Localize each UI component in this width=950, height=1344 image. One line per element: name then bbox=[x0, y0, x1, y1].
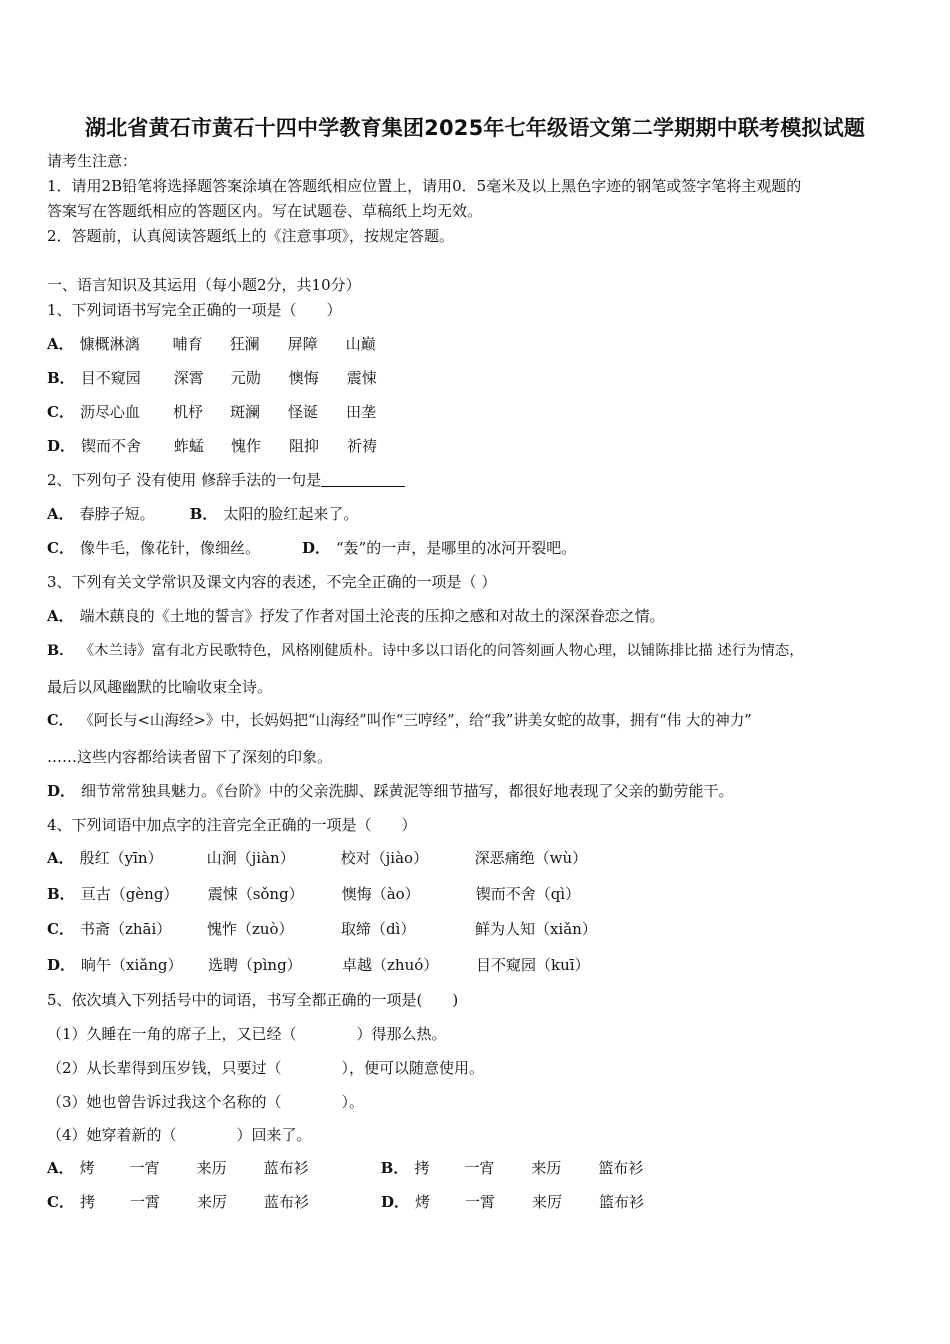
option-word: 蓝布衫 bbox=[263, 1159, 309, 1177]
q1-option-b bbox=[47, 367, 377, 389]
question-1-stem: 1、下列词语书写完全正确的一项是（ ） bbox=[47, 301, 342, 319]
option-item: 震悚（sǒng） bbox=[207, 885, 304, 903]
option-word: 沥尽心血 bbox=[79, 403, 140, 421]
option-letter: A． bbox=[47, 505, 74, 523]
option-word: 篮布衫 bbox=[598, 1159, 644, 1177]
option-letter: D． bbox=[47, 437, 76, 455]
option-item: 目不窥园（kuī） bbox=[476, 956, 590, 974]
option-word: 目不窥园 bbox=[80, 369, 141, 387]
option-letter: B． bbox=[380, 1159, 409, 1177]
question-text: 2、下列句子 没有使用 修辞手法的一句是 bbox=[47, 471, 322, 489]
option-letter: A． bbox=[47, 607, 74, 625]
option-letter: D． bbox=[47, 782, 76, 800]
q1-option-d bbox=[47, 435, 377, 457]
option-word: 拷 bbox=[79, 1193, 95, 1211]
option-word: 来历 bbox=[196, 1159, 227, 1177]
option-word: 烤 bbox=[414, 1193, 430, 1211]
notice-item: 1．请用2B铅笔将选择题答案涂填在答题纸相应位置上，请用0．5毫米及以上黑色字迹的钢笔或签字笔将主观题的 bbox=[47, 177, 802, 195]
option-word: 愧作 bbox=[231, 437, 262, 455]
option-word: 震悚 bbox=[346, 369, 377, 387]
option-letter: B． bbox=[47, 642, 74, 659]
q3-option-d bbox=[47, 780, 734, 802]
option-word: 慷概淋漓 bbox=[79, 335, 140, 353]
option-letter: A． bbox=[47, 1159, 74, 1177]
option-item: 选聘（pìng） bbox=[208, 956, 302, 974]
option-word: 拷 bbox=[414, 1159, 430, 1177]
option-word: 来厉 bbox=[531, 1193, 562, 1211]
option-letter: C． bbox=[47, 920, 74, 938]
option-letter: C． bbox=[47, 712, 74, 729]
option-word: 懊悔 bbox=[288, 369, 319, 387]
option-letter: C． bbox=[47, 1193, 74, 1211]
question-5-stem: 5、依次填入下列括号中的词语，书写全都正确的一项是( ) bbox=[47, 991, 459, 1009]
option-word: 一霄 bbox=[464, 1193, 495, 1211]
option-word: 烤 bbox=[79, 1159, 95, 1177]
q1-option-a bbox=[47, 333, 376, 355]
q4-option-d bbox=[47, 954, 590, 976]
option-letter: C． bbox=[47, 539, 74, 557]
q2-options-cd bbox=[47, 537, 576, 559]
q4-option-b bbox=[47, 883, 580, 905]
question-4-stem: 4、下列词语中加点字的注音完全正确的一项是（ ） bbox=[47, 816, 417, 834]
option-word: 山巅 bbox=[345, 335, 376, 353]
option-word: 来历 bbox=[531, 1159, 562, 1177]
q5-sentence: （1）久睡在一角的席子上，又已经（ ）得那么热。 bbox=[47, 1025, 447, 1043]
option-text: 春脖子短。 bbox=[79, 505, 155, 523]
answer-blank bbox=[321, 472, 405, 487]
option-word: 机杼 bbox=[172, 403, 203, 421]
notice-heading: 请考生注意： bbox=[47, 152, 138, 170]
q5-sentence: （2）从长辈得到压岁钱，只要过（ ），便可以随意使用。 bbox=[47, 1059, 485, 1077]
option-item: 懊悔（ào） bbox=[341, 885, 420, 903]
option-letter: C． bbox=[47, 403, 74, 421]
page-title: 湖北省黄石市黄石十四中学教育集团2025年七年级语文第二学期期中联考模拟试题 bbox=[84, 116, 866, 140]
option-word: 阻抑 bbox=[289, 437, 320, 455]
option-word: 元勋 bbox=[230, 369, 261, 387]
section-heading: 一、语言知识及其运用（每小题2分，共10分） bbox=[47, 276, 361, 294]
option-item: 殷红（yīn） bbox=[79, 849, 163, 867]
option-letter: D． bbox=[301, 539, 330, 557]
option-item: 鲜为人知（xiǎn） bbox=[474, 920, 597, 938]
option-word: 来厉 bbox=[196, 1193, 227, 1211]
q3-option-b bbox=[47, 640, 804, 662]
q5-sentence: （4）她穿着新的（ ）回来了。 bbox=[47, 1126, 312, 1144]
option-item: 卓越（zhuó） bbox=[342, 956, 439, 974]
option-word: 一宵 bbox=[464, 1159, 495, 1177]
option-letter: A． bbox=[47, 849, 74, 867]
option-letter: D． bbox=[380, 1193, 409, 1211]
q5-options-cd bbox=[47, 1191, 644, 1213]
option-letter: B． bbox=[47, 885, 75, 903]
option-word: 锲而不舍 bbox=[81, 437, 142, 455]
option-item: 书斋（zhāi） bbox=[79, 920, 172, 938]
q3-option-c-cont: ……这些内容都给读者留下了深刻的印象。 bbox=[47, 748, 333, 766]
option-letter: A． bbox=[47, 335, 74, 353]
q4-option-a bbox=[47, 847, 587, 869]
option-word: 祈祷 bbox=[347, 437, 378, 455]
question-3-stem: 3、下列有关文学常识及课文内容的表述，不完全正确的一项是（ ） bbox=[47, 573, 497, 591]
q5-options-ab bbox=[47, 1157, 643, 1179]
q1-option-c bbox=[47, 401, 376, 423]
q5-sentence: （3）她也曾告诉过我这个名称的（ ）。 bbox=[47, 1093, 365, 1111]
option-text: 《木兰诗》富有北方民歌特色，风格刚健质朴。诗中多以口语化的问答刻画人物心理，以铺陈排比描 述行为情态， bbox=[79, 643, 804, 659]
option-text: “轰”的一声，是哪里的冰河开裂吧。 bbox=[335, 539, 577, 557]
notice-item: 答案写在答题纸相应的答题区内。写在试题卷、草稿纸上均无效。 bbox=[47, 202, 483, 220]
option-word: 篮布衫 bbox=[598, 1193, 644, 1211]
option-text: 太阳的脸红起来了。 bbox=[223, 505, 359, 523]
option-word: 哺育 bbox=[172, 335, 203, 353]
option-word: 斑澜 bbox=[229, 403, 260, 421]
option-word: 一霄 bbox=[129, 1193, 160, 1211]
option-text: 《阿长与<山海经>》中，长妈妈把“山海经”叫作“三哼经”，给“我”讲美女蛇的故事，拥有“伟 大的神力” bbox=[79, 712, 752, 729]
option-word: 一宵 bbox=[129, 1159, 160, 1177]
option-text: 像牛毛，像花针，像细丝。 bbox=[79, 539, 260, 557]
option-item: 山涧（jiàn） bbox=[206, 849, 295, 867]
option-word: 蓝布衫 bbox=[263, 1193, 309, 1211]
option-text: 细节常常独具魅力。《台阶》中的父亲洗脚、踩黄泥等细节描写，都很好地表现了父亲的勤劳能干。 bbox=[81, 782, 734, 800]
option-word: 深霄 bbox=[173, 369, 204, 387]
option-item: 校对（jiào） bbox=[340, 849, 429, 867]
option-word: 田垄 bbox=[345, 403, 376, 421]
q3-option-b-cont: 最后以风趣幽默的比喻收束全诗。 bbox=[47, 678, 273, 696]
option-word: 狂澜 bbox=[229, 335, 260, 353]
option-item: 愧怍（zuò） bbox=[206, 920, 294, 938]
option-word: 怪诞 bbox=[287, 403, 318, 421]
option-word: 屏障 bbox=[287, 335, 318, 353]
option-letter: B． bbox=[47, 369, 75, 387]
option-item: 亘古（gèng） bbox=[80, 885, 179, 903]
question-2-stem bbox=[47, 469, 405, 491]
option-item: 晌午（xiǎng） bbox=[81, 956, 183, 974]
q2-options-ab bbox=[47, 503, 358, 525]
option-letter: D． bbox=[47, 956, 76, 974]
option-item: 锲而不舍（qì） bbox=[475, 885, 581, 903]
option-word: 蚱蜢 bbox=[174, 437, 205, 455]
q4-option-c bbox=[47, 918, 597, 940]
notice-item: 2．答题前，认真阅读答题纸上的《注意事项》，按规定答题。 bbox=[47, 227, 455, 245]
option-item: 取缔（dì） bbox=[340, 920, 416, 938]
q3-option-c bbox=[47, 710, 752, 732]
q3-option-a bbox=[47, 605, 665, 627]
option-letter: B． bbox=[189, 505, 218, 523]
option-text: 端木蕻良的《土地的誓言》抒发了作者对国土沦丧的压抑之感和对故土的深深眷恋之情。 bbox=[79, 607, 665, 625]
option-item: 深恶痛绝（wù） bbox=[474, 849, 588, 867]
